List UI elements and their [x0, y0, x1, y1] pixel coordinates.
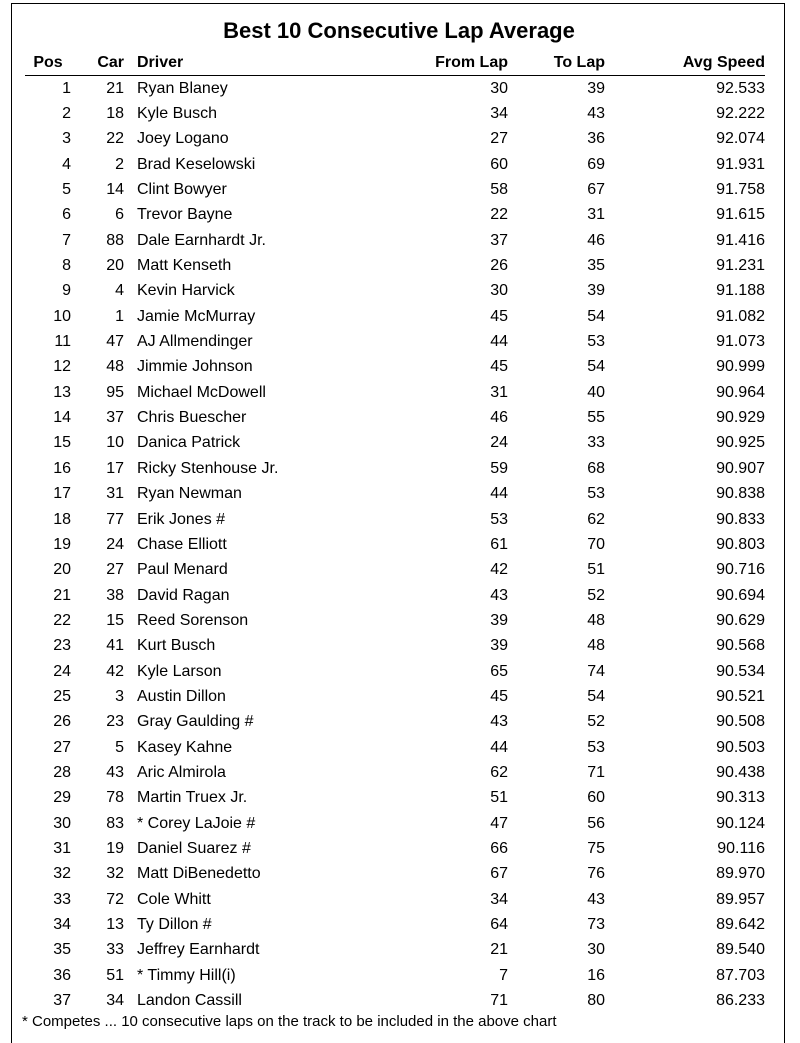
cell-car: 21: [106, 79, 124, 97]
cell-avg-speed: 90.929: [716, 409, 765, 427]
cell-from-lap: 44: [490, 485, 508, 503]
cell-from-lap: 62: [490, 763, 508, 781]
cell-car: 22: [106, 130, 124, 148]
header-to-lap: To Lap: [508, 51, 605, 76]
cell-from-lap: 67: [490, 865, 508, 883]
table-row: [25, 431, 765, 456]
cell-to-lap: 53: [587, 485, 605, 503]
table-row: [25, 912, 765, 937]
cell-pos: 17: [53, 485, 71, 503]
cell-pos: 35: [53, 941, 71, 959]
cell-to-lap: 30: [587, 941, 605, 959]
cell-driver: Paul Menard: [137, 561, 228, 579]
cell-to-lap: 53: [587, 738, 605, 756]
cell-car: 95: [106, 383, 124, 401]
header-car: Car: [71, 51, 137, 76]
cell-car: 31: [106, 485, 124, 503]
cell-avg-speed: 92.533: [716, 79, 765, 97]
cell-pos: 2: [62, 105, 71, 123]
table-row: [25, 836, 765, 861]
cell-avg-speed: 89.642: [716, 916, 765, 934]
cell-avg-speed: 90.521: [716, 687, 765, 705]
cell-pos: 31: [53, 839, 71, 857]
cell-to-lap: 69: [587, 155, 605, 173]
header-pos: Pos: [25, 51, 71, 76]
cell-pos: 9: [62, 282, 71, 300]
cell-driver: Kasey Kahne: [137, 738, 233, 756]
table-row: [25, 329, 765, 354]
cell-from-lap: 71: [490, 992, 508, 1010]
table-row: [25, 710, 765, 735]
cell-driver: Clint Bowyer: [137, 181, 227, 199]
cell-to-lap: 40: [587, 383, 605, 401]
table-header-row: [25, 51, 765, 76]
cell-pos: 14: [53, 409, 71, 427]
cell-avg-speed: 90.833: [716, 510, 765, 528]
cell-car: 33: [106, 941, 124, 959]
cell-car: 83: [106, 814, 124, 832]
cell-car: 38: [106, 586, 124, 604]
cell-pos: 6: [62, 206, 71, 224]
table-row: [25, 532, 765, 557]
cell-driver: Kurt Busch: [137, 637, 216, 655]
cell-from-lap: 26: [490, 257, 508, 275]
cell-car: 34: [106, 992, 124, 1010]
cell-to-lap: 54: [587, 358, 605, 376]
cell-to-lap: 73: [587, 916, 605, 934]
cell-pos: 15: [53, 434, 71, 452]
table-row: [25, 608, 765, 633]
cell-from-lap: 42: [490, 561, 508, 579]
cell-avg-speed: 90.964: [716, 383, 765, 401]
report-frame: [11, 3, 785, 1043]
cell-pos: 27: [53, 738, 71, 756]
cell-pos: 30: [53, 814, 71, 832]
table-row: [25, 405, 765, 430]
cell-avg-speed: 90.503: [716, 738, 765, 756]
cell-avg-speed: 92.074: [716, 130, 765, 148]
table-row: [25, 228, 765, 253]
table-row: [25, 482, 765, 507]
cell-from-lap: 58: [490, 181, 508, 199]
cell-from-lap: 30: [490, 282, 508, 300]
cell-car: 78: [106, 789, 124, 807]
cell-driver: Brad Keselowski: [137, 155, 256, 173]
cell-pos: 25: [53, 687, 71, 705]
cell-from-lap: 22: [490, 206, 508, 224]
table-row: [25, 355, 765, 380]
cell-pos: 19: [53, 535, 71, 553]
cell-to-lap: 52: [587, 586, 605, 604]
cell-pos: 8: [62, 257, 71, 275]
cell-to-lap: 43: [587, 890, 605, 908]
cell-avg-speed: 92.222: [716, 105, 765, 123]
cell-pos: 1: [62, 79, 71, 97]
cell-to-lap: 53: [587, 333, 605, 351]
cell-avg-speed: 90.629: [716, 611, 765, 629]
cell-car: 23: [106, 713, 124, 731]
cell-car: 6: [115, 206, 124, 224]
cell-from-lap: 66: [490, 839, 508, 857]
cell-driver: Matt DiBenedetto: [137, 865, 261, 883]
cell-to-lap: 54: [587, 307, 605, 325]
cell-pos: 33: [53, 890, 71, 908]
cell-car: 47: [106, 333, 124, 351]
table-row: [25, 938, 765, 963]
cell-to-lap: 55: [587, 409, 605, 427]
cell-from-lap: 53: [490, 510, 508, 528]
cell-pos: 11: [54, 333, 71, 351]
cell-pos: 34: [53, 916, 71, 934]
cell-driver: Martin Truex Jr.: [137, 789, 248, 807]
cell-avg-speed: 86.233: [716, 992, 765, 1010]
cell-avg-speed: 90.438: [716, 763, 765, 781]
cell-to-lap: 33: [587, 434, 605, 452]
cell-driver: Ryan Blaney: [137, 79, 228, 97]
cell-to-lap: 76: [587, 865, 605, 883]
cell-driver: Matt Kenseth: [137, 257, 232, 275]
cell-to-lap: 43: [587, 105, 605, 123]
cell-from-lap: 37: [490, 231, 508, 249]
cell-pos: 18: [53, 510, 71, 528]
cell-avg-speed: 90.999: [716, 358, 765, 376]
cell-driver: Danica Patrick: [137, 434, 241, 452]
cell-from-lap: 59: [490, 459, 508, 477]
cell-pos: 3: [62, 130, 71, 148]
table-row: [25, 507, 765, 532]
cell-to-lap: 39: [587, 79, 605, 97]
cell-driver: Chris Buescher: [137, 409, 247, 427]
table-row: [25, 862, 765, 887]
table-row: [25, 380, 765, 405]
table-body: [25, 76, 765, 1014]
cell-driver: Kevin Harvick: [137, 282, 235, 300]
cell-driver: Chase Elliott: [137, 535, 227, 553]
cell-avg-speed: 89.540: [716, 941, 765, 959]
cell-driver: Erik Jones #: [137, 510, 226, 528]
cell-car: 17: [106, 459, 124, 477]
cell-avg-speed: 90.534: [716, 662, 765, 680]
cell-car: 88: [106, 231, 124, 249]
cell-to-lap: 70: [587, 535, 605, 553]
cell-from-lap: 30: [490, 79, 508, 97]
table-row: [25, 811, 765, 836]
cell-pos: 37: [53, 992, 71, 1010]
cell-car: 72: [106, 890, 124, 908]
table-row: [25, 988, 765, 1013]
table-row: [25, 177, 765, 202]
header-avg-speed: Avg Speed: [605, 51, 765, 76]
cell-driver: Jamie McMurray: [137, 307, 256, 325]
cell-from-lap: 45: [490, 358, 508, 376]
cell-driver: * Timmy Hill(i): [137, 966, 236, 984]
cell-to-lap: 80: [587, 992, 605, 1010]
cell-avg-speed: 91.188: [716, 282, 765, 300]
cell-pos: 24: [53, 662, 71, 680]
cell-car: 5: [115, 738, 124, 756]
cell-pos: 10: [53, 307, 71, 325]
cell-pos: 29: [53, 789, 71, 807]
cell-from-lap: 24: [490, 434, 508, 452]
cell-driver: David Ragan: [137, 586, 230, 604]
cell-to-lap: 54: [587, 687, 605, 705]
table-row: [25, 659, 765, 684]
cell-avg-speed: 91.615: [716, 206, 765, 224]
table-row: [25, 127, 765, 152]
cell-avg-speed: 91.416: [716, 231, 765, 249]
cell-avg-speed: 90.568: [716, 637, 765, 655]
table-row: [25, 735, 765, 760]
cell-pos: 21: [53, 586, 71, 604]
cell-to-lap: 52: [587, 713, 605, 731]
table-row: [25, 786, 765, 811]
cell-avg-speed: 87.703: [716, 966, 765, 984]
report-title: Best 10 Consecutive Lap Average: [223, 18, 575, 43]
footnote: * Competes ... 10 consecutive laps on the track to be included in the above chart: [22, 1013, 557, 1030]
cell-from-lap: 44: [490, 738, 508, 756]
cell-from-lap: 31: [490, 383, 508, 401]
cell-pos: 16: [53, 459, 71, 477]
cell-to-lap: 62: [587, 510, 605, 528]
cell-avg-speed: 90.124: [716, 814, 765, 832]
cell-car: 3: [115, 687, 124, 705]
cell-avg-speed: 90.925: [716, 434, 765, 452]
cell-driver: Dale Earnhardt Jr.: [137, 231, 266, 249]
cell-car: 1: [115, 307, 124, 325]
cell-from-lap: 46: [490, 409, 508, 427]
cell-to-lap: 71: [587, 763, 605, 781]
cell-avg-speed: 90.116: [717, 839, 765, 857]
cell-from-lap: 65: [490, 662, 508, 680]
cell-avg-speed: 91.082: [716, 307, 765, 325]
cell-car: 37: [106, 409, 124, 427]
cell-from-lap: 51: [490, 789, 508, 807]
cell-driver: Reed Sorenson: [137, 611, 249, 629]
table-row: [25, 963, 765, 988]
cell-avg-speed: 91.073: [716, 333, 765, 351]
cell-to-lap: 48: [587, 611, 605, 629]
cell-from-lap: 7: [499, 966, 508, 984]
cell-avg-speed: 90.694: [716, 586, 765, 604]
cell-to-lap: 51: [587, 561, 605, 579]
cell-pos: 26: [53, 713, 71, 731]
table-row: [25, 76, 765, 102]
cell-pos: 5: [62, 181, 71, 199]
cell-from-lap: 45: [490, 307, 508, 325]
cell-avg-speed: 90.313: [716, 789, 765, 807]
cell-pos: 12: [53, 358, 71, 376]
table-row: [25, 279, 765, 304]
cell-car: 42: [106, 662, 124, 680]
table-row: [25, 583, 765, 608]
cell-avg-speed: 90.907: [716, 459, 765, 477]
cell-car: 27: [106, 561, 124, 579]
table-row: [25, 558, 765, 583]
cell-driver: Kyle Busch: [137, 105, 218, 123]
cell-car: 13: [106, 916, 124, 934]
cell-avg-speed: 89.970: [716, 865, 765, 883]
cell-to-lap: 67: [587, 181, 605, 199]
cell-car: 20: [106, 257, 124, 275]
cell-car: 41: [106, 637, 124, 655]
cell-car: 2: [115, 155, 124, 173]
cell-to-lap: 74: [587, 662, 605, 680]
table-row: [25, 634, 765, 659]
cell-from-lap: 27: [490, 130, 508, 148]
cell-pos: 22: [53, 611, 71, 629]
cell-driver: Gray Gaulding #: [137, 713, 254, 731]
cell-pos: 13: [53, 383, 71, 401]
cell-to-lap: 46: [587, 231, 605, 249]
cell-to-lap: 56: [587, 814, 605, 832]
cell-to-lap: 31: [587, 206, 605, 224]
cell-driver: Kyle Larson: [137, 662, 222, 680]
cell-car: 32: [106, 865, 124, 883]
cell-car: 48: [106, 358, 124, 376]
cell-driver: Ricky Stenhouse Jr.: [137, 459, 279, 477]
cell-to-lap: 75: [587, 839, 605, 857]
table-row: [25, 203, 765, 228]
cell-to-lap: 60: [587, 789, 605, 807]
cell-from-lap: 34: [490, 890, 508, 908]
cell-avg-speed: 90.838: [716, 485, 765, 503]
cell-driver: * Corey LaJoie #: [137, 814, 256, 832]
cell-from-lap: 45: [490, 687, 508, 705]
cell-car: 24: [106, 535, 124, 553]
cell-car: 15: [106, 611, 124, 629]
cell-car: 43: [106, 763, 124, 781]
cell-from-lap: 64: [490, 916, 508, 934]
table-row: [25, 152, 765, 177]
cell-avg-speed: 91.931: [716, 155, 765, 173]
cell-avg-speed: 91.231: [716, 257, 765, 275]
cell-driver: Ryan Newman: [137, 485, 242, 503]
table-row: [25, 887, 765, 912]
table-row: [25, 456, 765, 481]
cell-driver: Joey Logano: [137, 130, 229, 148]
table-row: [25, 760, 765, 785]
cell-car: 77: [106, 510, 124, 528]
header-driver: Driver: [137, 51, 399, 76]
cell-avg-speed: 90.716: [716, 561, 765, 579]
header-from-lap: From Lap: [399, 51, 508, 76]
cell-car: 14: [106, 181, 124, 199]
cell-driver: Ty Dillon #: [137, 916, 212, 934]
cell-avg-speed: 90.508: [716, 713, 765, 731]
table-row: [25, 684, 765, 709]
cell-driver: Jimmie Johnson: [137, 358, 253, 376]
cell-from-lap: 39: [490, 637, 508, 655]
cell-from-lap: 60: [490, 155, 508, 173]
cell-car: 10: [106, 434, 124, 452]
table-row: [25, 101, 765, 126]
cell-from-lap: 34: [490, 105, 508, 123]
cell-driver: Michael McDowell: [137, 383, 266, 401]
cell-pos: 23: [53, 637, 71, 655]
cell-to-lap: 36: [587, 130, 605, 148]
cell-from-lap: 43: [490, 713, 508, 731]
cell-driver: Trevor Bayne: [137, 206, 233, 224]
cell-from-lap: 43: [490, 586, 508, 604]
cell-pos: 28: [53, 763, 71, 781]
cell-car: 18: [106, 105, 124, 123]
lap-average-table: [25, 51, 765, 1014]
cell-avg-speed: 91.758: [716, 181, 765, 199]
cell-from-lap: 47: [490, 814, 508, 832]
cell-car: 19: [106, 839, 124, 857]
cell-to-lap: 39: [587, 282, 605, 300]
cell-from-lap: 39: [490, 611, 508, 629]
cell-pos: 20: [53, 561, 71, 579]
cell-from-lap: 61: [490, 535, 508, 553]
table-row: [25, 304, 765, 329]
cell-to-lap: 35: [587, 257, 605, 275]
cell-driver: Cole Whitt: [137, 890, 211, 908]
cell-driver: Austin Dillon: [137, 687, 226, 705]
cell-driver: AJ Allmendinger: [137, 333, 253, 351]
cell-pos: 4: [62, 155, 71, 173]
cell-car: 51: [106, 966, 124, 984]
cell-pos: 7: [62, 231, 71, 249]
cell-car: 4: [115, 282, 124, 300]
cell-pos: 32: [53, 865, 71, 883]
cell-from-lap: 21: [490, 941, 508, 959]
cell-driver: Aric Almirola: [137, 763, 226, 781]
cell-avg-speed: 89.957: [716, 890, 765, 908]
cell-to-lap: 68: [587, 459, 605, 477]
cell-driver: Jeffrey Earnhardt: [137, 941, 260, 959]
cell-from-lap: 44: [490, 333, 508, 351]
cell-driver: Landon Cassill: [137, 992, 242, 1010]
table-row: [25, 253, 765, 278]
cell-to-lap: 48: [587, 637, 605, 655]
cell-driver: Daniel Suarez #: [137, 839, 251, 857]
cell-pos: 36: [53, 966, 71, 984]
cell-to-lap: 16: [587, 966, 605, 984]
cell-avg-speed: 90.803: [716, 535, 765, 553]
